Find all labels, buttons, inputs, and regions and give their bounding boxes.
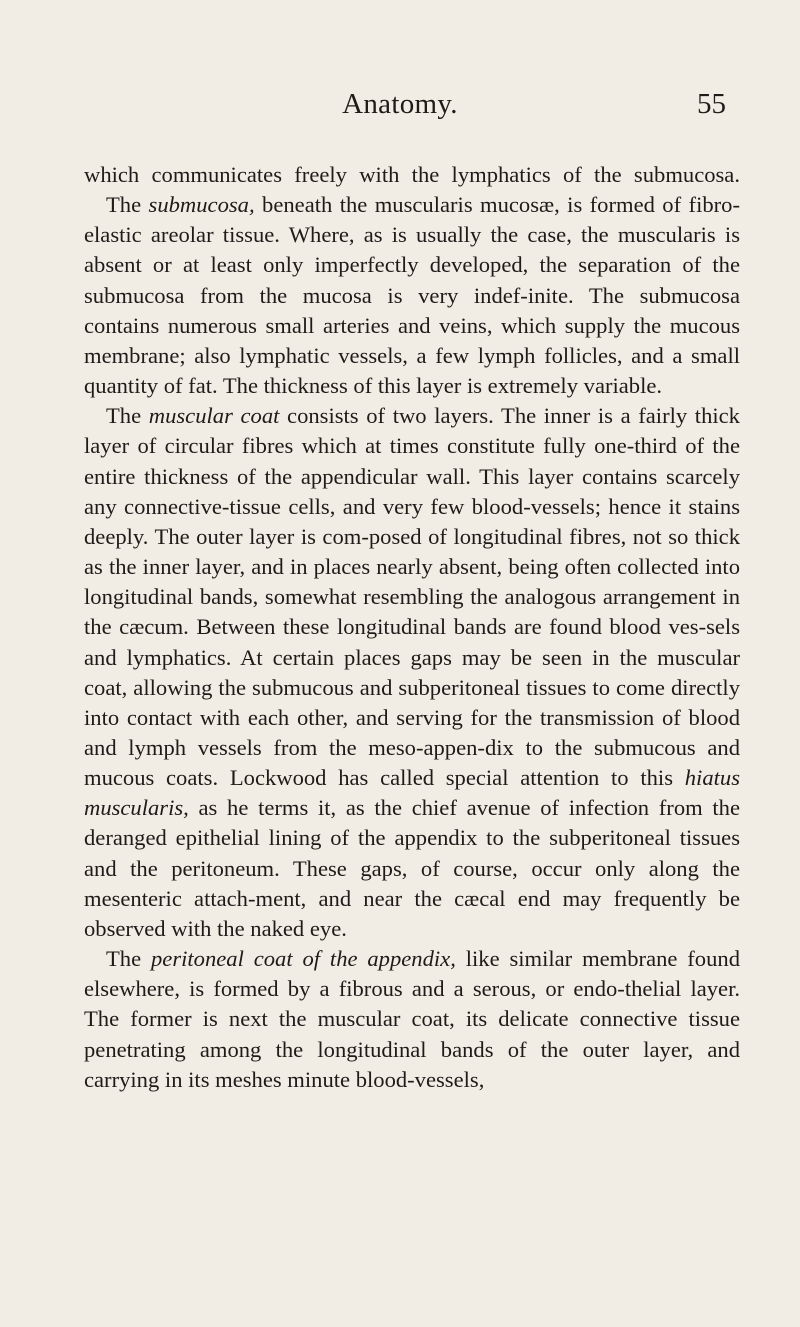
paragraph-continuation (84, 160, 740, 190)
paragraph-lead: The (106, 192, 149, 218)
paragraph-peritoneal-coat (84, 944, 740, 1095)
paragraph-text: consists of two layers. The inner is a fairly thick layer of circular fibres which at times constitute fully one-third of the entire thickness of the appendicular wall. This layer contains scarcely any connective-tissue cells, and very few blood-vessels; hence it stains deeply. The outer layer is com-posed of longitudinal fibres, not so thick as the inner layer, and in places nearly absent, being often collected into longitudinal bands, somewhat resembling the analogous arrangement in the cæcum. Between these longitudinal bands are found blood ves-sels and lymphatics. At certain places gaps may be seen in the muscular coat, allowing the submucous and subperitoneal tissues to come directly into contact with each other, and serving for the transmission of blood and lymph vessels from the meso-appen-dix to the submucous and mucous coats. Lockwood has called special attention to this (84, 403, 740, 791)
page-header (0, 88, 800, 128)
paragraph-submucosa (84, 190, 740, 401)
term-muscular-coat: muscular coat (148, 403, 280, 429)
paragraph-text: as he terms it, as the chief avenue of infection from the deranged epithelial lining of the appendix to the subperitoneal tissues and the peritoneum. These gaps, of course, occur only along the mesenteric attach-ment, and near the cæcal end may frequently be observed with the naked eye. (84, 795, 740, 941)
running-title: Anatomy. (342, 88, 458, 120)
term-submucosa: submucosa, (148, 192, 255, 218)
term-peritoneal-coat: peritoneal coat of the appendix, (151, 946, 456, 972)
paragraph-text: which communicates freely with the lymphatics of the submucosa. (84, 162, 740, 187)
paragraph-lead: The (106, 403, 149, 429)
body-text (84, 160, 740, 1095)
paragraph-lead: The (106, 946, 151, 972)
term-hiatus-muscularis: hiatus muscularis, (84, 765, 740, 821)
paragraph-text: beneath the muscularis mucosæ, is formed of fibro-elastic areolar tissue. Where, as is usually the case, the muscularis is absent or at least only imperfectly developed, the separation of the submucosa from the mucosa is very indef-inite. The submucosa contains numerous small arteries and veins, which supply the mucous membrane; also lymphatic vessels, a few lymph follicles, and a small quantity of fat. The thickness of this layer is extremely variable. (84, 192, 740, 399)
paragraph-muscular-coat (84, 401, 740, 944)
paragraph-text: like similar membrane found elsewhere, is formed by a fibrous and a serous, or endo-thelial layer. The former is next the muscular coat, its delicate connective tissue penetrating among the longitudinal bands of the outer layer, and carrying in its meshes minute blood-vessels, (84, 946, 740, 1092)
page-number: 55 (697, 88, 726, 120)
